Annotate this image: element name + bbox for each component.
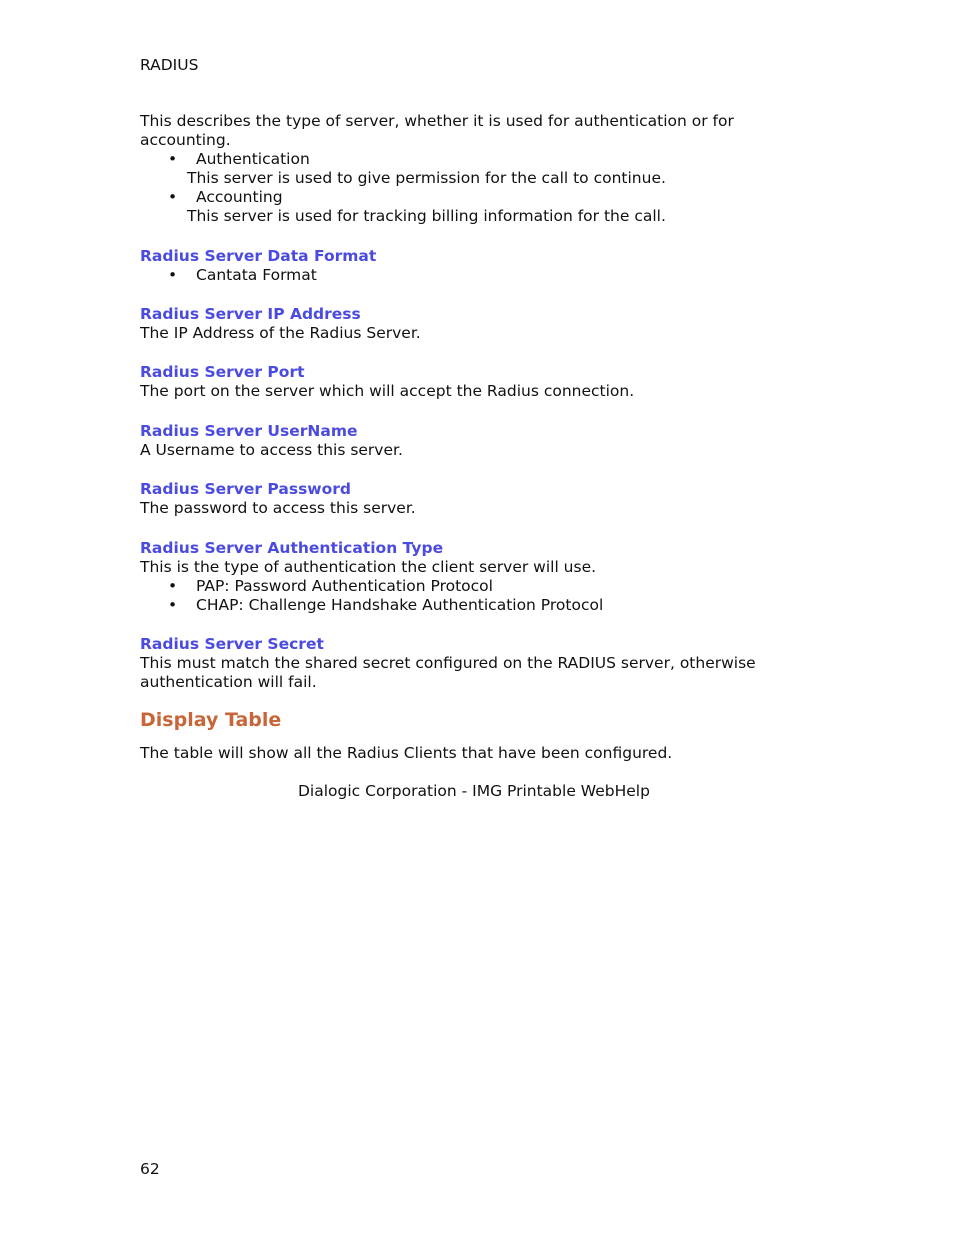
- section-auth-type: [140, 539, 820, 615]
- bullet-icon: •: [168, 266, 178, 284]
- intro-text: This describes the type of server, whether it is used for authentication or for accounting.: [140, 112, 734, 149]
- list-item: [140, 188, 800, 207]
- section-heading: Radius Server IP Address: [140, 305, 361, 323]
- section-text: This must match the shared secret configured on the RADIUS server, otherwise authentication will fail.: [140, 654, 756, 691]
- bullet-icon: •: [168, 577, 178, 595]
- running-header: RADIUS: [140, 56, 199, 74]
- list-item-label: CHAP: Challenge Handshake Authentication Protocol: [196, 596, 604, 614]
- bullet-icon: •: [168, 596, 178, 614]
- section-heading: Radius Server Data Format: [140, 247, 377, 265]
- list-item-label: Cantata Format: [196, 266, 317, 284]
- footer-text: Dialogic Corporation - IMG Printable WebHelp: [298, 782, 650, 800]
- list-item-label: Accounting: [196, 188, 283, 206]
- list-item: [140, 596, 820, 615]
- section-username: [140, 422, 820, 460]
- section-secret: [140, 635, 820, 692]
- bullet-icon: •: [168, 188, 178, 206]
- section-heading: Radius Server Port: [140, 363, 305, 381]
- major-heading: Display Table: [140, 709, 282, 731]
- section-text: The password to access this server.: [140, 499, 416, 517]
- section-text: This is the type of authentication the client server will use.: [140, 558, 597, 576]
- section-port: [140, 363, 820, 401]
- bullet-icon: •: [168, 150, 178, 168]
- page-number: 62: [140, 1160, 160, 1178]
- server-type-description: [140, 112, 800, 226]
- section-heading: Radius Server UserName: [140, 422, 358, 440]
- display-table-body: [140, 744, 820, 763]
- list-item-label: PAP: Password Authentication Protocol: [196, 577, 493, 595]
- section-text: The port on the server which will accept the Radius connection.: [140, 382, 635, 400]
- section-text: The table will show all the Radius Clients that have been configured.: [140, 744, 673, 762]
- list-item: [140, 577, 820, 596]
- section-text: A Username to access this server.: [140, 441, 403, 459]
- section-text: The IP Address of the Radius Server.: [140, 324, 421, 342]
- list-item: [140, 266, 820, 285]
- list-item-description: This server is used for tracking billing information for the call.: [187, 207, 666, 225]
- section-display-table: [140, 711, 820, 730]
- section-heading: Radius Server Authentication Type: [140, 539, 444, 557]
- section-heading: Radius Server Secret: [140, 635, 324, 653]
- section-data-format: [140, 247, 820, 285]
- list-item-label: Authentication: [196, 150, 310, 168]
- list-item-description: This server is used to give permission for the call to continue.: [187, 169, 666, 187]
- list-item: [140, 150, 800, 169]
- section-password: [140, 480, 820, 518]
- section-ip-address: [140, 305, 820, 343]
- section-heading: Radius Server Password: [140, 480, 351, 498]
